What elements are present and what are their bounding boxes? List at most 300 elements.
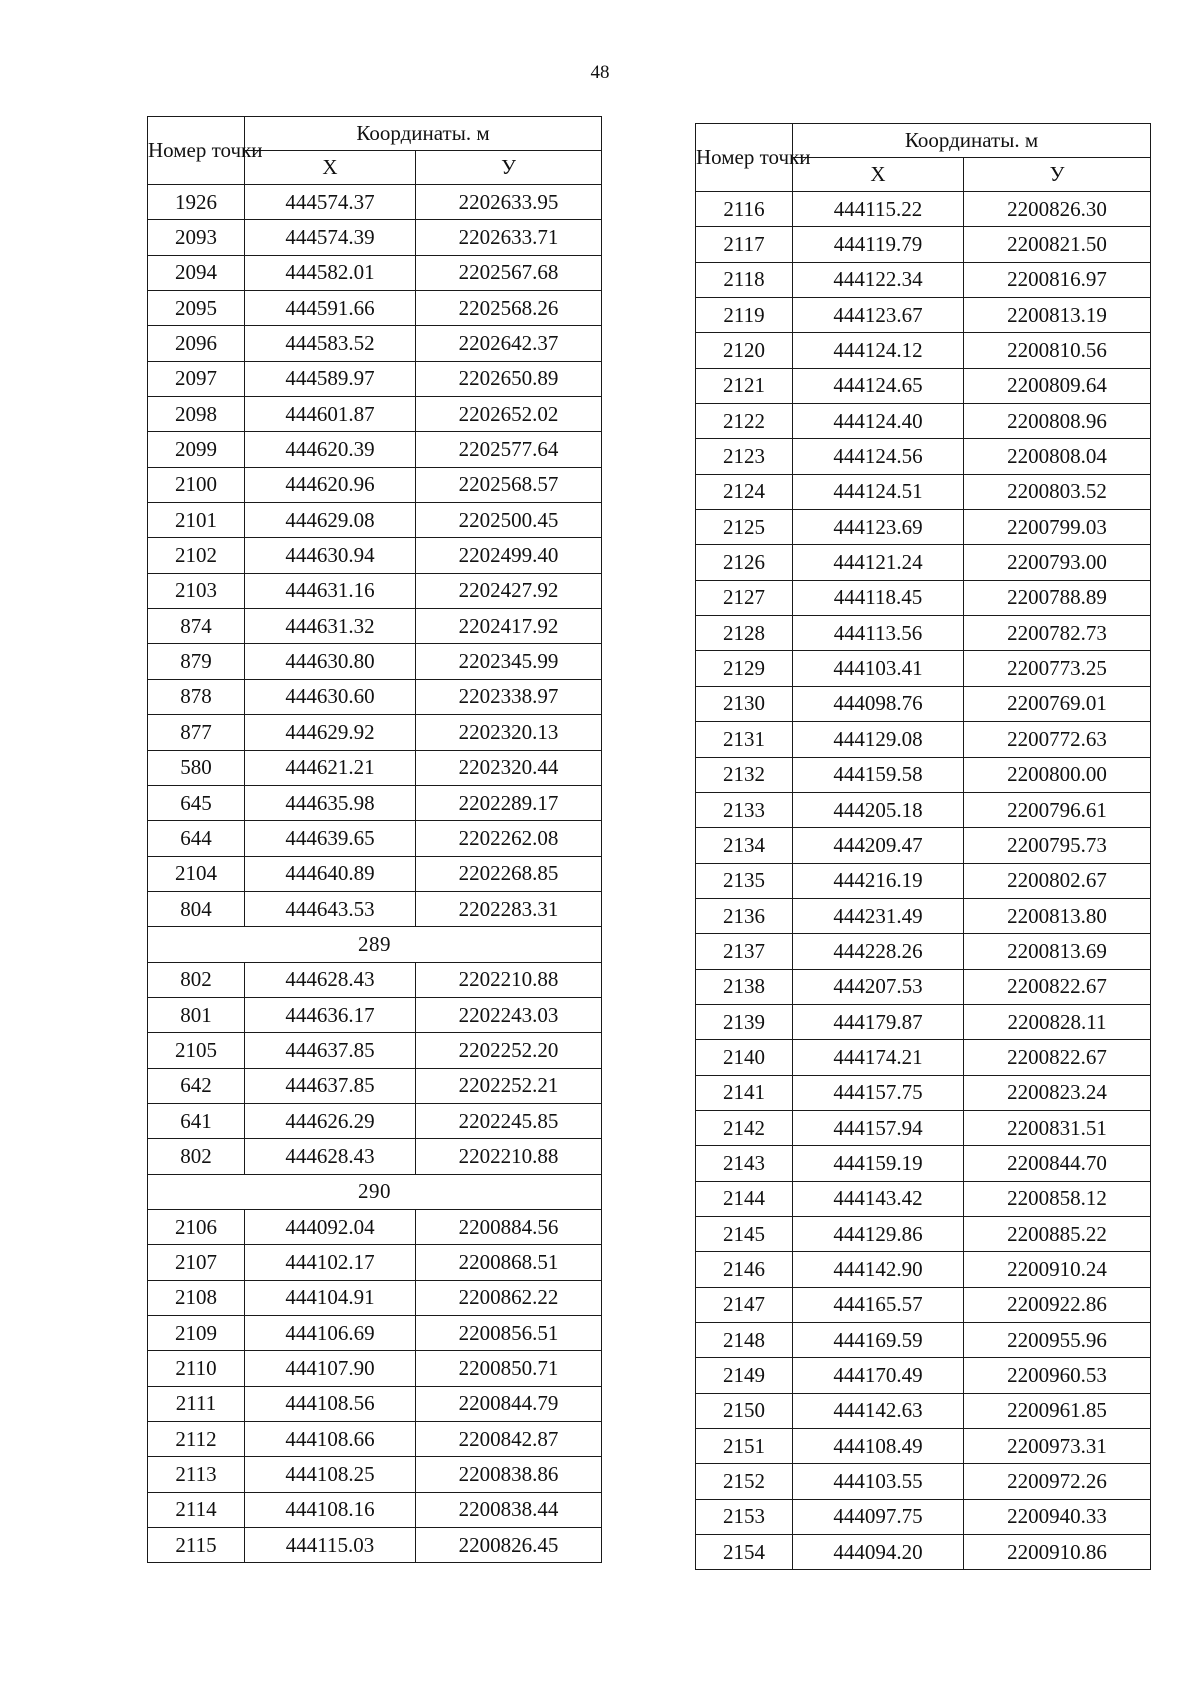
x-coordinate-cell: 444640.89 <box>245 856 416 891</box>
table-row <box>696 722 1151 757</box>
y-coordinate-cell: 2202345.99 <box>416 644 602 679</box>
point-number-cell: 2139 <box>696 1004 793 1039</box>
table-row <box>696 1358 1151 1393</box>
table-row <box>148 1033 602 1068</box>
table-row <box>148 1280 602 1315</box>
point-number-cell: 2104 <box>148 856 245 891</box>
x-coordinate-cell: 444094.20 <box>793 1535 964 1570</box>
x-coordinate-cell: 444216.19 <box>793 863 964 898</box>
x-coordinate-cell: 444115.22 <box>793 192 964 227</box>
y-coordinate-cell: 2202500.45 <box>416 503 602 538</box>
table-row <box>148 1528 602 1563</box>
y-coordinate-cell: 2200844.70 <box>964 1146 1151 1181</box>
y-coordinate-cell: 2202243.03 <box>416 997 602 1032</box>
x-coordinate-cell: 444142.90 <box>793 1252 964 1287</box>
section-row <box>148 927 602 962</box>
y-coordinate-cell: 2200826.30 <box>964 192 1151 227</box>
y-coordinate-cell: 2200793.00 <box>964 545 1151 580</box>
table-row <box>696 828 1151 863</box>
x-coordinate-cell: 444628.43 <box>245 962 416 997</box>
x-coordinate-cell: 444157.94 <box>793 1110 964 1145</box>
table-row <box>148 644 602 679</box>
y-coordinate-cell: 2200972.26 <box>964 1464 1151 1499</box>
x-coordinate-cell: 444108.49 <box>793 1429 964 1464</box>
section-number: 290 <box>148 1174 602 1209</box>
x-coordinate-cell: 444123.67 <box>793 298 964 333</box>
coordinates-table-right <box>695 123 1151 1570</box>
point-number-cell: 2127 <box>696 580 793 615</box>
y-coordinate-cell: 2200973.31 <box>964 1429 1151 1464</box>
y-coordinate-cell: 2200816.97 <box>964 262 1151 297</box>
x-coordinate-cell: 444102.17 <box>245 1245 416 1280</box>
table-row <box>148 291 602 326</box>
y-coordinate-cell: 2202568.26 <box>416 291 602 326</box>
x-coordinate-cell: 444630.60 <box>245 679 416 714</box>
point-number-header: Номер точки <box>148 117 245 185</box>
point-number-cell: 2128 <box>696 616 793 651</box>
x-coordinate-cell: 444165.57 <box>793 1287 964 1322</box>
x-coordinate-cell: 444118.45 <box>793 580 964 615</box>
table-row <box>696 545 1151 580</box>
x-coordinate-cell: 444582.01 <box>245 255 416 290</box>
table-row <box>148 715 602 750</box>
x-coordinate-cell: 444092.04 <box>245 1209 416 1244</box>
point-number-cell: 2143 <box>696 1146 793 1181</box>
table-row <box>148 997 602 1032</box>
table-row <box>148 679 602 714</box>
x-coordinate-cell: 444636.17 <box>245 997 416 1032</box>
point-number-cell: 2144 <box>696 1181 793 1216</box>
y-coordinate-cell: 2202252.21 <box>416 1068 602 1103</box>
y-coordinate-cell: 2202568.57 <box>416 467 602 502</box>
table-row <box>148 397 602 432</box>
x-coordinate-cell: 444621.21 <box>245 750 416 785</box>
y-coordinate-cell: 2202633.95 <box>416 185 602 220</box>
y-coordinate-cell: 2200856.51 <box>416 1316 602 1351</box>
y-coordinate-cell: 2202652.02 <box>416 397 602 432</box>
y-coordinate-cell: 2200960.53 <box>964 1358 1151 1393</box>
table-row <box>148 467 602 502</box>
table-row <box>696 262 1151 297</box>
point-number-cell: 2140 <box>696 1040 793 1075</box>
table-row <box>148 361 602 396</box>
x-coordinate-cell: 444103.55 <box>793 1464 964 1499</box>
table-row <box>696 1040 1151 1075</box>
y-coordinate-cell: 2200842.87 <box>416 1422 602 1457</box>
table-row <box>696 1181 1151 1216</box>
x-coordinate-cell: 444122.34 <box>793 262 964 297</box>
table-row <box>148 1422 602 1457</box>
x-coordinate-cell: 444124.56 <box>793 439 964 474</box>
y-coordinate-cell: 2200844.79 <box>416 1386 602 1421</box>
x-coordinate-cell: 444635.98 <box>245 785 416 820</box>
table-row <box>696 368 1151 403</box>
x-coordinate-cell: 444630.80 <box>245 644 416 679</box>
point-number-cell: 644 <box>148 821 245 856</box>
point-number-cell: 2149 <box>696 1358 793 1393</box>
table-row <box>148 220 602 255</box>
point-number-cell: 2131 <box>696 722 793 757</box>
point-number-cell: 2093 <box>148 220 245 255</box>
table-row <box>148 1209 602 1244</box>
y-coordinate-cell: 2200910.86 <box>964 1535 1151 1570</box>
point-number-cell: 2138 <box>696 969 793 1004</box>
point-number-cell: 2137 <box>696 934 793 969</box>
y-coordinate-cell: 2202567.68 <box>416 255 602 290</box>
table-row <box>696 404 1151 439</box>
y-coordinate-cell: 2202427.92 <box>416 573 602 608</box>
y-coordinate-cell: 2200838.86 <box>416 1457 602 1492</box>
point-number-cell: 802 <box>148 1139 245 1174</box>
coordinates-table-left <box>147 116 602 1563</box>
x-coordinate-cell: 444129.08 <box>793 722 964 757</box>
x-coordinate-cell: 444169.59 <box>793 1323 964 1358</box>
y-coordinate-cell: 2202268.85 <box>416 856 602 891</box>
x-coordinate-cell: 444583.52 <box>245 326 416 361</box>
x-coordinate-cell: 444631.32 <box>245 609 416 644</box>
table-row <box>148 1492 602 1527</box>
y-coordinate-cell: 2202245.85 <box>416 1103 602 1138</box>
x-coordinate-cell: 444143.42 <box>793 1181 964 1216</box>
table-row <box>696 1075 1151 1110</box>
x-coordinate-cell: 444574.39 <box>245 220 416 255</box>
y-column-header: У <box>416 151 602 185</box>
x-coordinate-cell: 444170.49 <box>793 1358 964 1393</box>
point-number-cell: 1926 <box>148 185 245 220</box>
point-number-cell: 2145 <box>696 1216 793 1251</box>
point-number-cell: 2107 <box>148 1245 245 1280</box>
x-coordinate-cell: 444157.75 <box>793 1075 964 1110</box>
point-number-cell: 2096 <box>148 326 245 361</box>
x-coordinate-cell: 444104.91 <box>245 1280 416 1315</box>
y-coordinate-cell: 2200940.33 <box>964 1499 1151 1534</box>
y-coordinate-cell: 2202633.71 <box>416 220 602 255</box>
x-coordinate-cell: 444108.16 <box>245 1492 416 1527</box>
y-coordinate-cell: 2200885.22 <box>964 1216 1151 1251</box>
table-row <box>696 1323 1151 1358</box>
table-row <box>148 962 602 997</box>
point-number-cell: 2129 <box>696 651 793 686</box>
table-row <box>696 1216 1151 1251</box>
table-row <box>148 856 602 891</box>
x-coordinate-cell: 444637.85 <box>245 1068 416 1103</box>
point-number-cell: 2108 <box>148 1280 245 1315</box>
x-coordinate-cell: 444159.19 <box>793 1146 964 1181</box>
table-row <box>148 1139 602 1174</box>
x-coordinate-cell: 444098.76 <box>793 686 964 721</box>
section-row <box>148 1174 602 1209</box>
point-number-cell: 2142 <box>696 1110 793 1145</box>
table-row <box>696 898 1151 933</box>
x-coordinate-cell: 444108.56 <box>245 1386 416 1421</box>
y-coordinate-cell: 2200838.44 <box>416 1492 602 1527</box>
table-row <box>696 1393 1151 1428</box>
y-coordinate-cell: 2200795.73 <box>964 828 1151 863</box>
x-coordinate-cell: 444207.53 <box>793 969 964 1004</box>
table-row <box>696 474 1151 509</box>
point-number-cell: 2102 <box>148 538 245 573</box>
coordinates-header: Координаты. м <box>793 124 1151 158</box>
x-coordinate-cell: 444591.66 <box>245 291 416 326</box>
point-number-cell: 2124 <box>696 474 793 509</box>
x-coordinate-cell: 444629.08 <box>245 503 416 538</box>
table-row <box>696 1499 1151 1534</box>
y-coordinate-cell: 2202210.88 <box>416 962 602 997</box>
y-coordinate-cell: 2200799.03 <box>964 510 1151 545</box>
x-coordinate-cell: 444124.12 <box>793 333 964 368</box>
point-number-cell: 2130 <box>696 686 793 721</box>
x-coordinate-cell: 444589.97 <box>245 361 416 396</box>
x-coordinate-cell: 444124.65 <box>793 368 964 403</box>
point-number-cell: 804 <box>148 891 245 926</box>
point-number-cell: 641 <box>148 1103 245 1138</box>
point-number-cell: 2100 <box>148 467 245 502</box>
x-coordinate-cell: 444124.51 <box>793 474 964 509</box>
table-row <box>696 227 1151 262</box>
point-number-cell: 2148 <box>696 1323 793 1358</box>
point-number-cell: 645 <box>148 785 245 820</box>
point-number-cell: 2136 <box>696 898 793 933</box>
table-row <box>148 255 602 290</box>
y-coordinate-cell: 2200831.51 <box>964 1110 1151 1145</box>
point-number-cell: 2135 <box>696 863 793 898</box>
y-coordinate-cell: 2200868.51 <box>416 1245 602 1280</box>
table-row <box>696 298 1151 333</box>
y-coordinate-cell: 2200922.86 <box>964 1287 1151 1322</box>
point-number-cell: 2106 <box>148 1209 245 1244</box>
table-row <box>696 863 1151 898</box>
point-number-cell: 2103 <box>148 573 245 608</box>
table-row <box>148 432 602 467</box>
x-column-header: Х <box>245 151 416 185</box>
y-coordinate-cell: 2202577.64 <box>416 432 602 467</box>
point-number-cell: 2153 <box>696 1499 793 1534</box>
table-row <box>696 1429 1151 1464</box>
point-number-cell: 2117 <box>696 227 793 262</box>
table-row <box>148 538 602 573</box>
x-coordinate-cell: 444209.47 <box>793 828 964 863</box>
point-number-cell: 879 <box>148 644 245 679</box>
point-number-cell: 2152 <box>696 1464 793 1499</box>
y-coordinate-cell: 2200826.45 <box>416 1528 602 1563</box>
y-coordinate-cell: 2202650.89 <box>416 361 602 396</box>
x-coordinate-cell: 444113.56 <box>793 616 964 651</box>
point-number-cell: 2105 <box>148 1033 245 1068</box>
x-coordinate-cell: 444630.94 <box>245 538 416 573</box>
table-row <box>696 616 1151 651</box>
y-coordinate-cell: 2202262.08 <box>416 821 602 856</box>
point-number-cell: 2132 <box>696 757 793 792</box>
y-coordinate-cell: 2200862.22 <box>416 1280 602 1315</box>
table-row <box>696 1535 1151 1570</box>
y-coordinate-cell: 2202320.13 <box>416 715 602 750</box>
y-coordinate-cell: 2200803.52 <box>964 474 1151 509</box>
point-number-cell: 877 <box>148 715 245 750</box>
x-coordinate-cell: 444628.43 <box>245 1139 416 1174</box>
x-coordinate-cell: 444174.21 <box>793 1040 964 1075</box>
table-row <box>696 969 1151 1004</box>
table-row <box>696 792 1151 827</box>
y-coordinate-cell: 2200773.25 <box>964 651 1151 686</box>
table-row <box>148 1457 602 1492</box>
y-coordinate-cell: 2200821.50 <box>964 227 1151 262</box>
point-number-cell: 2116 <box>696 192 793 227</box>
y-coordinate-cell: 2200910.24 <box>964 1252 1151 1287</box>
y-coordinate-cell: 2202289.17 <box>416 785 602 820</box>
point-number-cell: 2120 <box>696 333 793 368</box>
point-number-cell: 2134 <box>696 828 793 863</box>
y-coordinate-cell: 2200850.71 <box>416 1351 602 1386</box>
table-row <box>696 686 1151 721</box>
table-row <box>148 326 602 361</box>
table-row <box>696 510 1151 545</box>
point-number-cell: 2150 <box>696 1393 793 1428</box>
y-coordinate-cell: 2200961.85 <box>964 1393 1151 1428</box>
point-number-cell: 2154 <box>696 1535 793 1570</box>
table-row <box>148 609 602 644</box>
y-coordinate-cell: 2202417.92 <box>416 609 602 644</box>
table-row <box>696 333 1151 368</box>
x-coordinate-cell: 444159.58 <box>793 757 964 792</box>
point-number-cell: 2119 <box>696 298 793 333</box>
point-number-cell: 2109 <box>148 1316 245 1351</box>
point-number-cell: 2126 <box>696 545 793 580</box>
y-coordinate-cell: 2200772.63 <box>964 722 1151 757</box>
table-row <box>148 573 602 608</box>
table-row <box>148 1068 602 1103</box>
x-coordinate-cell: 444574.37 <box>245 185 416 220</box>
x-coordinate-cell: 444631.16 <box>245 573 416 608</box>
table-row <box>696 1146 1151 1181</box>
x-coordinate-cell: 444124.40 <box>793 404 964 439</box>
y-coordinate-cell: 2200782.73 <box>964 616 1151 651</box>
table-row <box>696 439 1151 474</box>
y-coordinate-cell: 2200810.56 <box>964 333 1151 368</box>
y-coordinate-cell: 2200884.56 <box>416 1209 602 1244</box>
table-row <box>696 1004 1151 1039</box>
point-number-cell: 801 <box>148 997 245 1032</box>
y-coordinate-cell: 2200858.12 <box>964 1181 1151 1216</box>
point-number-cell: 642 <box>148 1068 245 1103</box>
table-row <box>148 185 602 220</box>
point-number-cell: 2118 <box>696 262 793 297</box>
point-number-header: Номер точки <box>696 124 793 192</box>
point-number-cell: 2097 <box>148 361 245 396</box>
table-row <box>148 1351 602 1386</box>
x-coordinate-cell: 444231.49 <box>793 898 964 933</box>
y-coordinate-cell: 2200828.11 <box>964 1004 1151 1039</box>
table-row <box>148 1316 602 1351</box>
table-row <box>148 750 602 785</box>
point-number-cell: 2101 <box>148 503 245 538</box>
x-coordinate-cell: 444108.66 <box>245 1422 416 1457</box>
point-number-cell: 2113 <box>148 1457 245 1492</box>
x-coordinate-cell: 444129.86 <box>793 1216 964 1251</box>
y-coordinate-cell: 2200808.96 <box>964 404 1151 439</box>
y-coordinate-cell: 2200955.96 <box>964 1323 1151 1358</box>
table-row <box>696 1110 1151 1145</box>
x-coordinate-cell: 444601.87 <box>245 397 416 432</box>
page-number: 48 <box>590 62 610 83</box>
x-coordinate-cell: 444108.25 <box>245 1457 416 1492</box>
point-number-cell: 2114 <box>148 1492 245 1527</box>
table-row <box>148 1386 602 1421</box>
table-row <box>148 821 602 856</box>
x-coordinate-cell: 444121.24 <box>793 545 964 580</box>
point-number-cell: 874 <box>148 609 245 644</box>
section-number: 289 <box>148 927 602 962</box>
x-coordinate-cell: 444637.85 <box>245 1033 416 1068</box>
x-coordinate-cell: 444097.75 <box>793 1499 964 1534</box>
table-row <box>696 1464 1151 1499</box>
y-coordinate-cell: 2200800.00 <box>964 757 1151 792</box>
table-row <box>696 1287 1151 1322</box>
point-number-cell: 2151 <box>696 1429 793 1464</box>
y-coordinate-cell: 2202320.44 <box>416 750 602 785</box>
table-row <box>148 1245 602 1280</box>
coordinates-header: Координаты. м <box>245 117 602 151</box>
table-row <box>148 785 602 820</box>
x-coordinate-cell: 444620.96 <box>245 467 416 502</box>
point-number-cell: 2125 <box>696 510 793 545</box>
table-row <box>696 1252 1151 1287</box>
x-coordinate-cell: 444179.87 <box>793 1004 964 1039</box>
table-row <box>696 192 1151 227</box>
y-column-header: У <box>964 158 1151 192</box>
table-row <box>696 651 1151 686</box>
x-coordinate-cell: 444123.69 <box>793 510 964 545</box>
x-coordinate-cell: 444103.41 <box>793 651 964 686</box>
y-coordinate-cell: 2200822.67 <box>964 969 1151 1004</box>
x-coordinate-cell: 444106.69 <box>245 1316 416 1351</box>
x-coordinate-cell: 444626.29 <box>245 1103 416 1138</box>
table-row <box>148 891 602 926</box>
y-coordinate-cell: 2200813.69 <box>964 934 1151 969</box>
point-number-cell: 2146 <box>696 1252 793 1287</box>
point-number-cell: 2147 <box>696 1287 793 1322</box>
y-coordinate-cell: 2200796.61 <box>964 792 1151 827</box>
point-number-cell: 2095 <box>148 291 245 326</box>
y-coordinate-cell: 2200822.67 <box>964 1040 1151 1075</box>
y-coordinate-cell: 2200823.24 <box>964 1075 1151 1110</box>
y-coordinate-cell: 2200802.67 <box>964 863 1151 898</box>
x-coordinate-cell: 444228.26 <box>793 934 964 969</box>
point-number-cell: 2133 <box>696 792 793 827</box>
point-number-cell: 2110 <box>148 1351 245 1386</box>
table-row <box>148 503 602 538</box>
point-number-cell: 2123 <box>696 439 793 474</box>
x-coordinate-cell: 444629.92 <box>245 715 416 750</box>
x-coordinate-cell: 444643.53 <box>245 891 416 926</box>
table-row <box>148 1103 602 1138</box>
y-coordinate-cell: 2200808.04 <box>964 439 1151 474</box>
x-coordinate-cell: 444119.79 <box>793 227 964 262</box>
y-coordinate-cell: 2200813.80 <box>964 898 1151 933</box>
point-number-cell: 802 <box>148 962 245 997</box>
x-coordinate-cell: 444107.90 <box>245 1351 416 1386</box>
y-coordinate-cell: 2200809.64 <box>964 368 1151 403</box>
table-row <box>696 580 1151 615</box>
y-coordinate-cell: 2200813.19 <box>964 298 1151 333</box>
point-number-cell: 2094 <box>148 255 245 290</box>
point-number-cell: 580 <box>148 750 245 785</box>
x-coordinate-cell: 444142.63 <box>793 1393 964 1428</box>
table-row <box>696 757 1151 792</box>
y-coordinate-cell: 2202210.88 <box>416 1139 602 1174</box>
y-coordinate-cell: 2202283.31 <box>416 891 602 926</box>
point-number-cell: 2112 <box>148 1422 245 1457</box>
y-coordinate-cell: 2200769.01 <box>964 686 1151 721</box>
